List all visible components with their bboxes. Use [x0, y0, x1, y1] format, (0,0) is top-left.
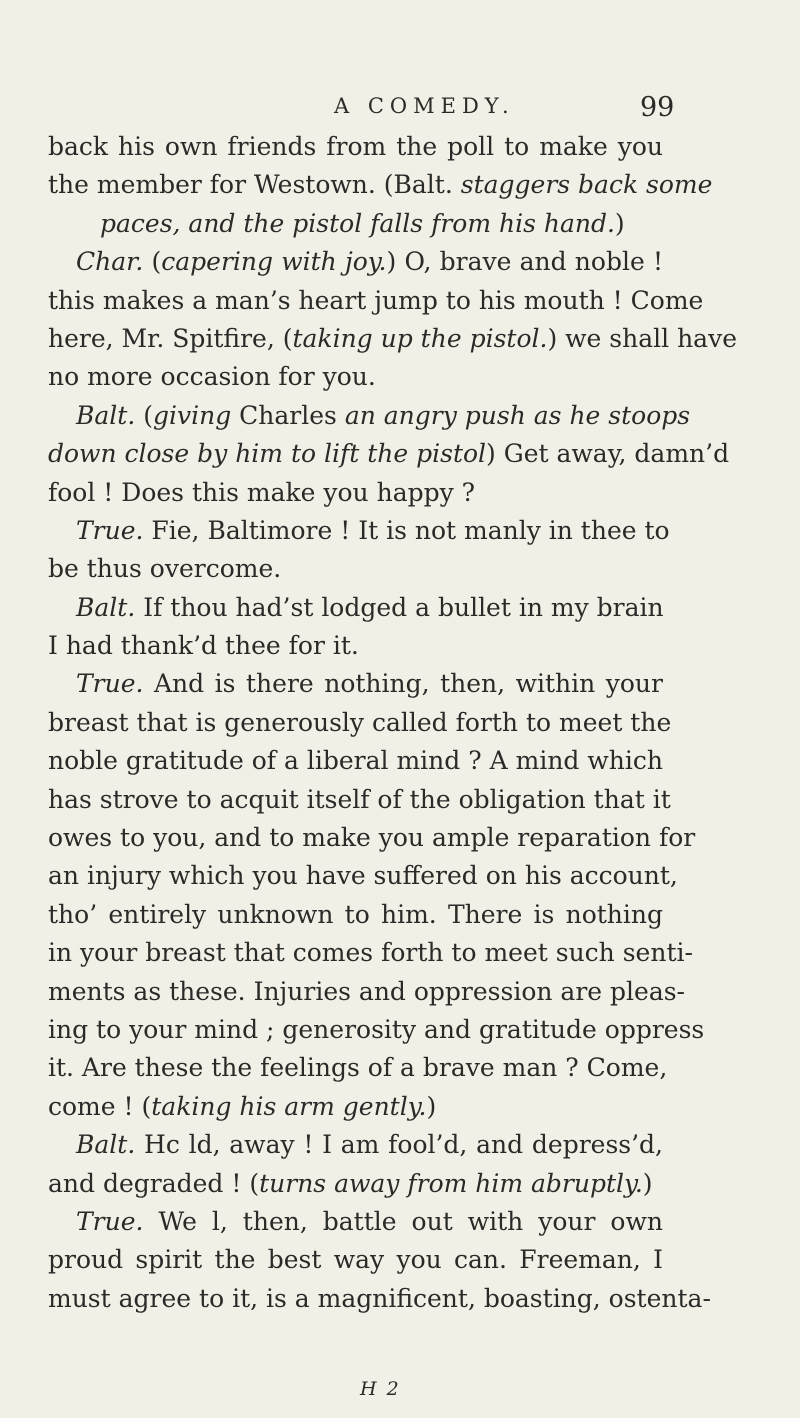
- text-line: [48, 704, 672, 742]
- text-line: [48, 1011, 705, 1049]
- text-line: [48, 1165, 663, 1203]
- roman-text: ments as these. Injuries and oppression are pleas-: [48, 976, 685, 1006]
- text-line: [48, 1126, 663, 1164]
- roman-text: ): [614, 208, 625, 238]
- signature-mark: H 2: [360, 1378, 401, 1400]
- text-line: [48, 243, 663, 281]
- text-line: [48, 1049, 668, 1087]
- roman-text: (: [135, 400, 153, 430]
- italic-text: Balt.: [76, 1130, 136, 1160]
- text-line: [48, 781, 671, 819]
- italic-text: paces, and the pistol falls from his hand.: [100, 208, 615, 238]
- text-line: [48, 1088, 663, 1126]
- text-line: [48, 973, 685, 1011]
- roman-text: ): [426, 1091, 437, 1121]
- text-line: [48, 474, 663, 512]
- roman-text: must agree to it, is a magnificent, boasting, ostenta-: [48, 1283, 711, 1313]
- italic-text: taking up the pistol.: [292, 323, 548, 353]
- roman-text: (: [143, 247, 162, 277]
- roman-text: noble gratitude of a liberal mind ? A mind which: [48, 746, 663, 776]
- text-line: [48, 1280, 711, 1318]
- roman-text: back his own friends from the poll to make you: [48, 132, 663, 161]
- text-line: [48, 166, 713, 204]
- text-line: [48, 435, 730, 473]
- text-line: [48, 512, 670, 550]
- roman-text: Fie, Baltimore ! It is not manly in thee to: [143, 515, 670, 545]
- roman-text: If thou had’st lodged a bullet in my brain: [135, 592, 664, 622]
- roman-text: owes to you, and to make you ample reparation for: [48, 823, 696, 853]
- roman-text: here, Mr. Spitfire, (: [48, 323, 293, 353]
- italic-text: turns away from him abruptly.: [259, 1168, 643, 1198]
- roman-text: in your breast that comes forth to meet such senti-: [48, 938, 693, 968]
- text-line: [48, 1241, 663, 1279]
- roman-text: has strove to acquit itself of the obligation that it: [48, 784, 671, 814]
- text-line: [48, 128, 663, 166]
- italic-text: True.: [76, 669, 144, 699]
- italic-text: an angry push as he stoops: [344, 400, 691, 430]
- italic-text: True.: [76, 515, 144, 545]
- roman-text: no more occasion for you.: [48, 362, 376, 392]
- italic-text: taking his arm gently.: [151, 1091, 427, 1121]
- roman-text: Hc ld, away ! I am fool’d, and depress’d,: [135, 1130, 663, 1160]
- italic-text: down close by him to lift the pistol: [48, 439, 487, 469]
- text-line: [48, 589, 663, 627]
- text-line: [48, 896, 663, 934]
- roman-text: tho’ entirely unknown to him. There is nothing: [48, 899, 663, 929]
- roman-text: breast that is generously called forth to meet the: [48, 707, 672, 737]
- text-line: [48, 627, 663, 665]
- roman-text: it. Are these the feelings of a brave man ? Come,: [48, 1053, 668, 1083]
- text-line: [48, 857, 678, 895]
- italic-text: Balt.: [76, 592, 136, 622]
- roman-text: fool ! Does this make you happy ?: [48, 477, 476, 507]
- text-line: [48, 742, 663, 780]
- italic-text: True.: [76, 1206, 144, 1236]
- text-line: [48, 819, 696, 857]
- roman-text: come ! (: [48, 1091, 152, 1121]
- roman-text: this makes a man’s heart jump to his mouth ! Come: [48, 285, 704, 315]
- roman-text: Charles: [231, 400, 345, 430]
- italic-text: giving: [152, 400, 232, 430]
- roman-text: the member for Westown. (Balt.: [48, 170, 461, 200]
- italic-text: staggers back some: [460, 170, 713, 200]
- roman-text: ing to your mind ; generosity and gratitude oppress: [48, 1014, 705, 1044]
- text-body: [48, 128, 737, 1318]
- running-title: A COMEDY.: [334, 94, 515, 118]
- page-number: 99: [640, 92, 675, 123]
- italic-text: capering with joy.: [161, 247, 387, 277]
- text-line: [48, 282, 704, 320]
- running-head: [0, 94, 800, 128]
- text-line: [48, 934, 693, 972]
- roman-text: ) Get away, damn’d: [486, 439, 730, 469]
- roman-text: ): [642, 1168, 653, 1198]
- roman-text: ) we shall have: [547, 323, 737, 353]
- roman-text: We l, then, battle out with your own: [143, 1206, 663, 1236]
- roman-text: proud spirit the best way you can. Freeman, I: [48, 1245, 663, 1275]
- italic-text: Balt.: [76, 400, 136, 430]
- roman-text: and degraded ! (: [48, 1168, 260, 1198]
- text-line: [48, 358, 663, 396]
- roman-text: I had thank’d thee for it.: [48, 631, 359, 661]
- text-line: [48, 397, 691, 435]
- roman-text: be thus overcome.: [48, 554, 282, 584]
- roman-text: ) O, brave and noble !: [386, 247, 663, 277]
- roman-text: an injury which you have suffered on his account,: [48, 861, 678, 891]
- roman-text: And is there nothing, then, within your: [143, 669, 663, 699]
- text-line: [48, 205, 663, 243]
- text-line: [48, 320, 737, 358]
- text-line: [48, 550, 663, 588]
- text-line: [48, 1203, 663, 1241]
- text-line: [48, 665, 663, 703]
- italic-text: Char.: [76, 247, 144, 277]
